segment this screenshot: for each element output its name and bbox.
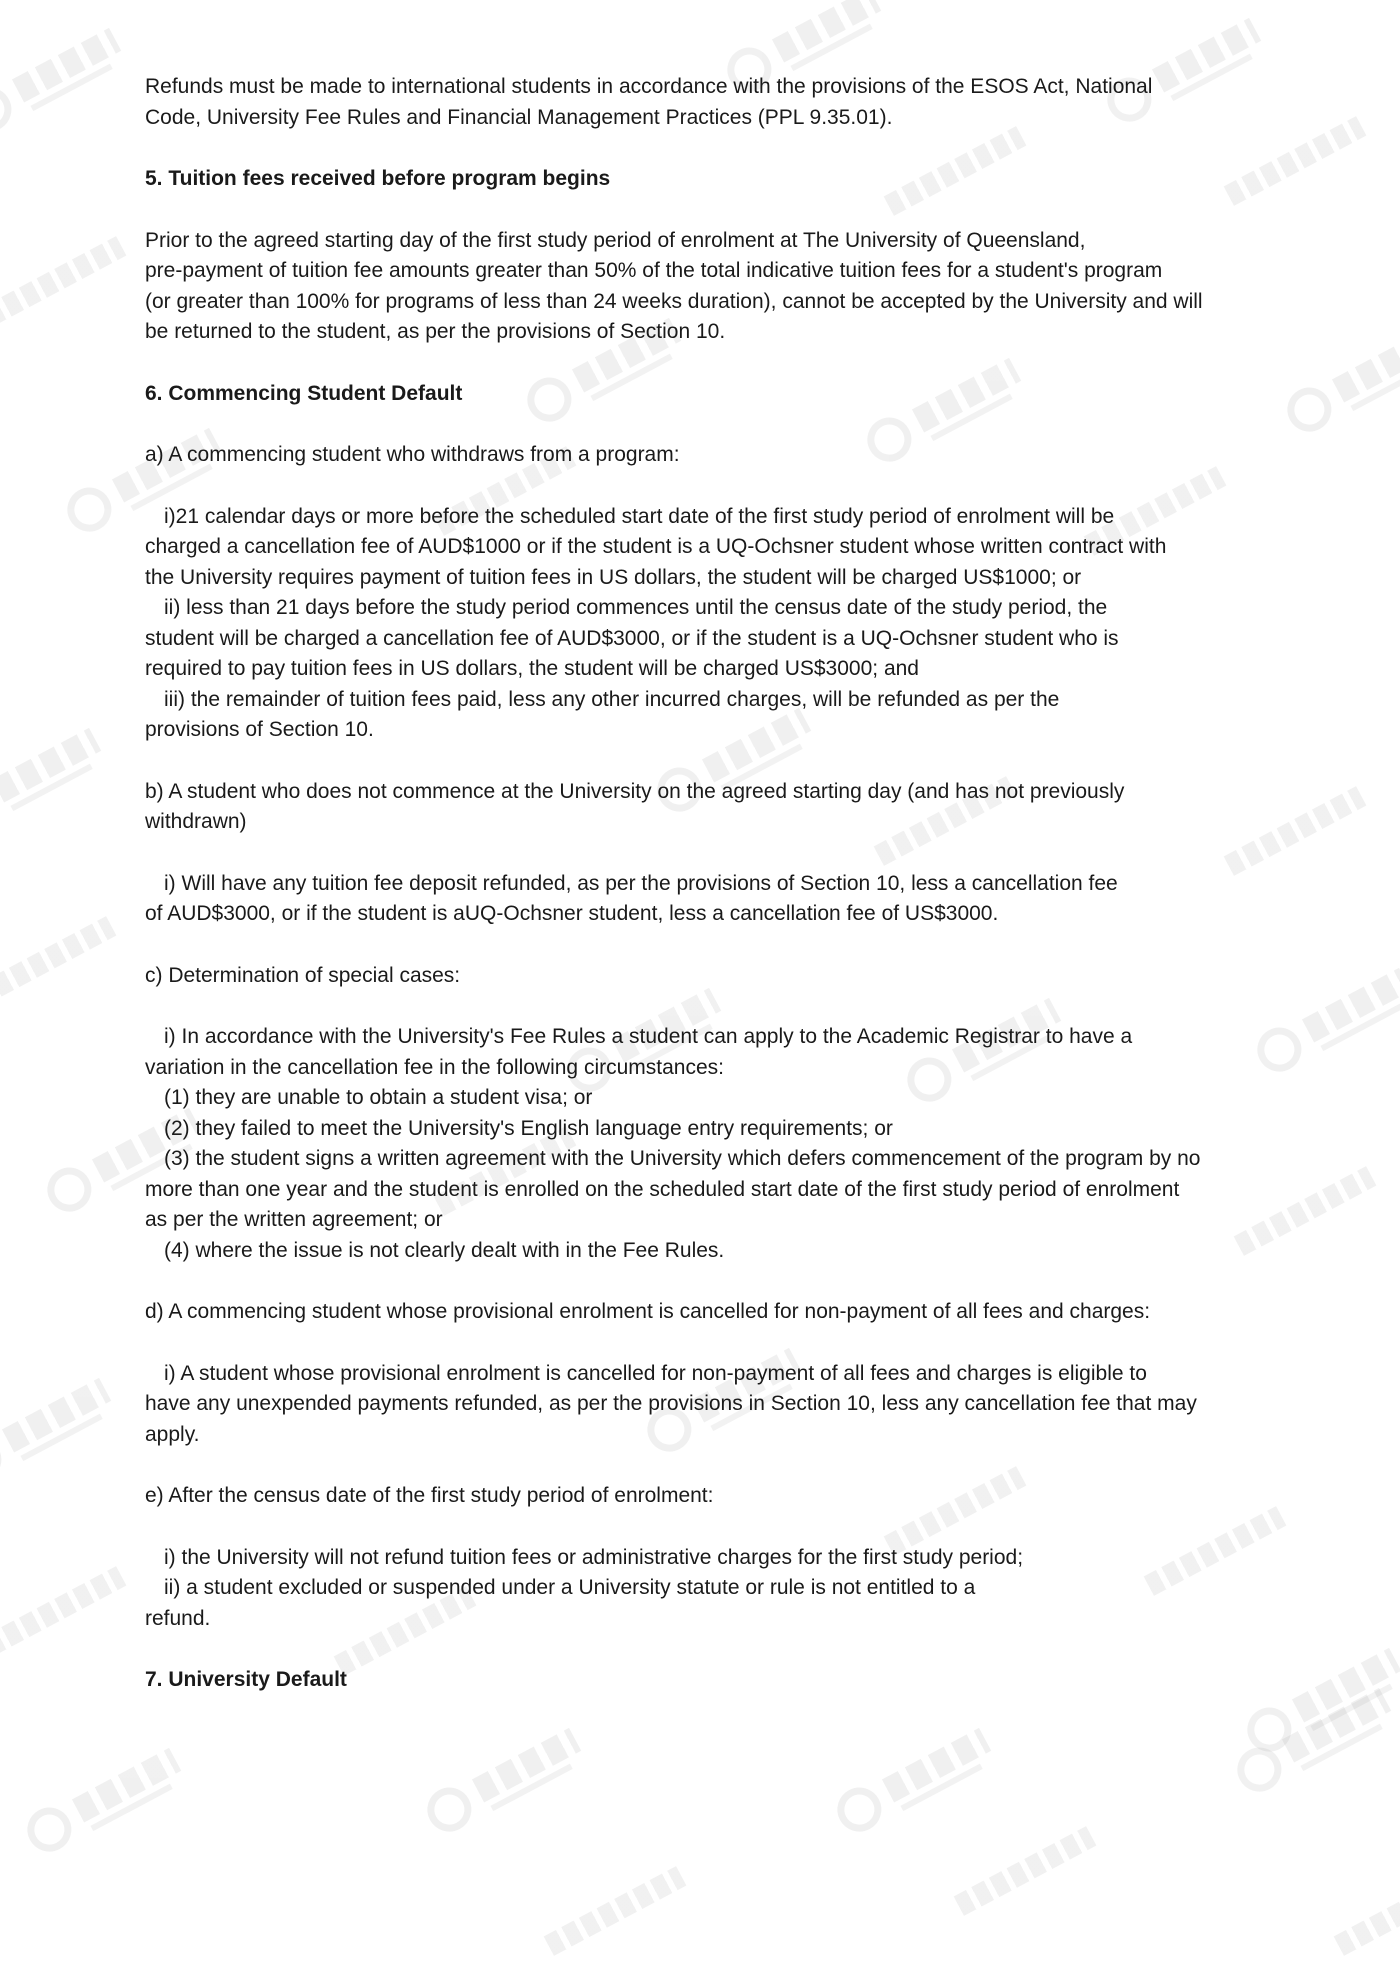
- text-line: more than one year and the student is enrolled on the scheduled start date of the first study period of enrolment: [145, 1177, 1180, 1201]
- text-line: i) Will have any tuition fee deposit refunded, as per the provisions of Section 10, less a cancellation fee: [164, 871, 1118, 895]
- section-6c-title: c) Determination of special cases:: [145, 963, 461, 987]
- text-line: (4) where the issue is not clearly dealt with in the Fee Rules.: [164, 1238, 725, 1262]
- section-6d-title: d) A commencing student whose provisional enrolment is cancelled for non-payment of all fees and charges:: [145, 1300, 1151, 1323]
- section-6-heading: 6. Commencing Student Default: [145, 381, 463, 405]
- watermark-text: [954, 1826, 1097, 1916]
- text-line: (1) they are unable to obtain a student visa; or: [164, 1086, 593, 1109]
- text-line: pre-payment of tuition fee amounts greater than 50% of the total indicative tuition fees for a student's program: [145, 259, 1163, 282]
- text-line: variation in the cancellation fee in the following circumstances:: [145, 1055, 724, 1079]
- text-line: refund.: [145, 1606, 211, 1630]
- section-6b-title: [145, 777, 1335, 838]
- text-line: i) A student whose provisional enrolment is cancelled for non-payment of all fees and charges is eligible to: [164, 1361, 1147, 1385]
- section-6c-clauses: [145, 1022, 1335, 1266]
- watermark-logo: [0, 5, 139, 155]
- section-7-heading: 7. University Default: [145, 1668, 347, 1691]
- watermark-logo: [411, 1705, 599, 1855]
- text-line: i) the University will not refund tuition fees or administrative charges for the first study period;: [164, 1545, 1024, 1569]
- section-5-heading: 5. Tuition fees received before program begins: [145, 167, 611, 190]
- watermark-text: [1334, 1866, 1400, 1956]
- text-line: (or greater than 100% for programs of less than 24 weeks duration), cannot be accepted by the University and will: [145, 289, 1203, 313]
- text-line: student will be charged a cancellation fee of AUD$3000, or if the student is a UQ-Ochsner student who is: [145, 626, 1119, 650]
- text-line: have any unexpended payments refunded, as per the provisions in Section 10, less any cancellation fee that may: [145, 1392, 1197, 1415]
- section-6b-clauses: [145, 869, 1335, 930]
- text-line: as per the written agreement; or: [145, 1208, 443, 1231]
- watermark-logo: [0, 705, 119, 855]
- text-line: Refunds must be made to international students in accordance with the provisions of the ESOS Act, National: [145, 75, 1153, 98]
- watermark-logo: [821, 1705, 1009, 1855]
- watermark-text: [0, 916, 116, 1006]
- watermark-text: [544, 1866, 687, 1956]
- text-line: provisions of Section 10.: [145, 718, 374, 741]
- text-line: the University requires payment of tuition fees in US dollars, the student will be charged US$1000; or: [145, 565, 1082, 589]
- watermark-logo: [11, 1725, 199, 1875]
- watermark-text: [0, 1566, 126, 1656]
- section-6e-clauses: [145, 1543, 1335, 1635]
- text-line: of AUD$3000, or if the student is aUQ-Ochsner student, less a cancellation fee of US$3000.: [145, 902, 999, 925]
- text-line: Code, University Fee Rules and Financial Management Practices (PPL 9.35.01).: [145, 105, 893, 129]
- document-page: [145, 72, 1335, 1727]
- text-line: (3) the student signs a written agreement with the University which defers commencement of the program by no: [164, 1147, 1201, 1170]
- text-line: charged a cancellation fee of AUD$1000 or if the student is a UQ-Ochsner student whose written contract with: [145, 535, 1167, 558]
- text-line: apply.: [145, 1422, 200, 1446]
- text-line: Prior to the agreed starting day of the first study period of enrolment at The University of Queensland,: [145, 228, 1086, 252]
- text-line: required to pay tuition fees in US dollars, the student will be charged US$3000; and: [145, 657, 919, 680]
- section-6e-title: e) After the census date of the first study period of enrolment:: [145, 1484, 714, 1507]
- section-6d-clauses: [145, 1359, 1335, 1451]
- text-line: (2) they failed to meet the University's English language entry requirements; or: [164, 1116, 893, 1140]
- section-5-paragraph: [145, 226, 1335, 348]
- section-6a-clauses: [145, 502, 1335, 746]
- watermark-text: [0, 236, 126, 326]
- watermark-logo: [0, 1355, 129, 1505]
- text-line: ii) less than 21 days before the study period commences until the census date of the study period, the: [164, 596, 1108, 619]
- text-line: be returned to the student, as per the provisions of Section 10.: [145, 320, 726, 343]
- text-line: b) A student who does not commence at the University on the agreed starting day (and has not previously: [145, 779, 1125, 803]
- text-line: i)21 calendar days or more before the scheduled start date of the first study period of enrolment will be: [164, 504, 1115, 528]
- section-6a-title: a) A commencing student who withdraws from a program:: [145, 443, 680, 466]
- text-line: ii) a student excluded or suspended under a University statute or rule is not entitled to a: [164, 1576, 976, 1599]
- text-line: iii) the remainder of tuition fees paid, less any other incurred charges, will be refunded as per the: [164, 687, 1060, 711]
- text-line: i) In accordance with the University's Fee Rules a student can apply to the Academic Registrar to have a: [164, 1025, 1133, 1048]
- text-line: withdrawn): [145, 810, 247, 833]
- intro-paragraph: [145, 72, 1335, 133]
